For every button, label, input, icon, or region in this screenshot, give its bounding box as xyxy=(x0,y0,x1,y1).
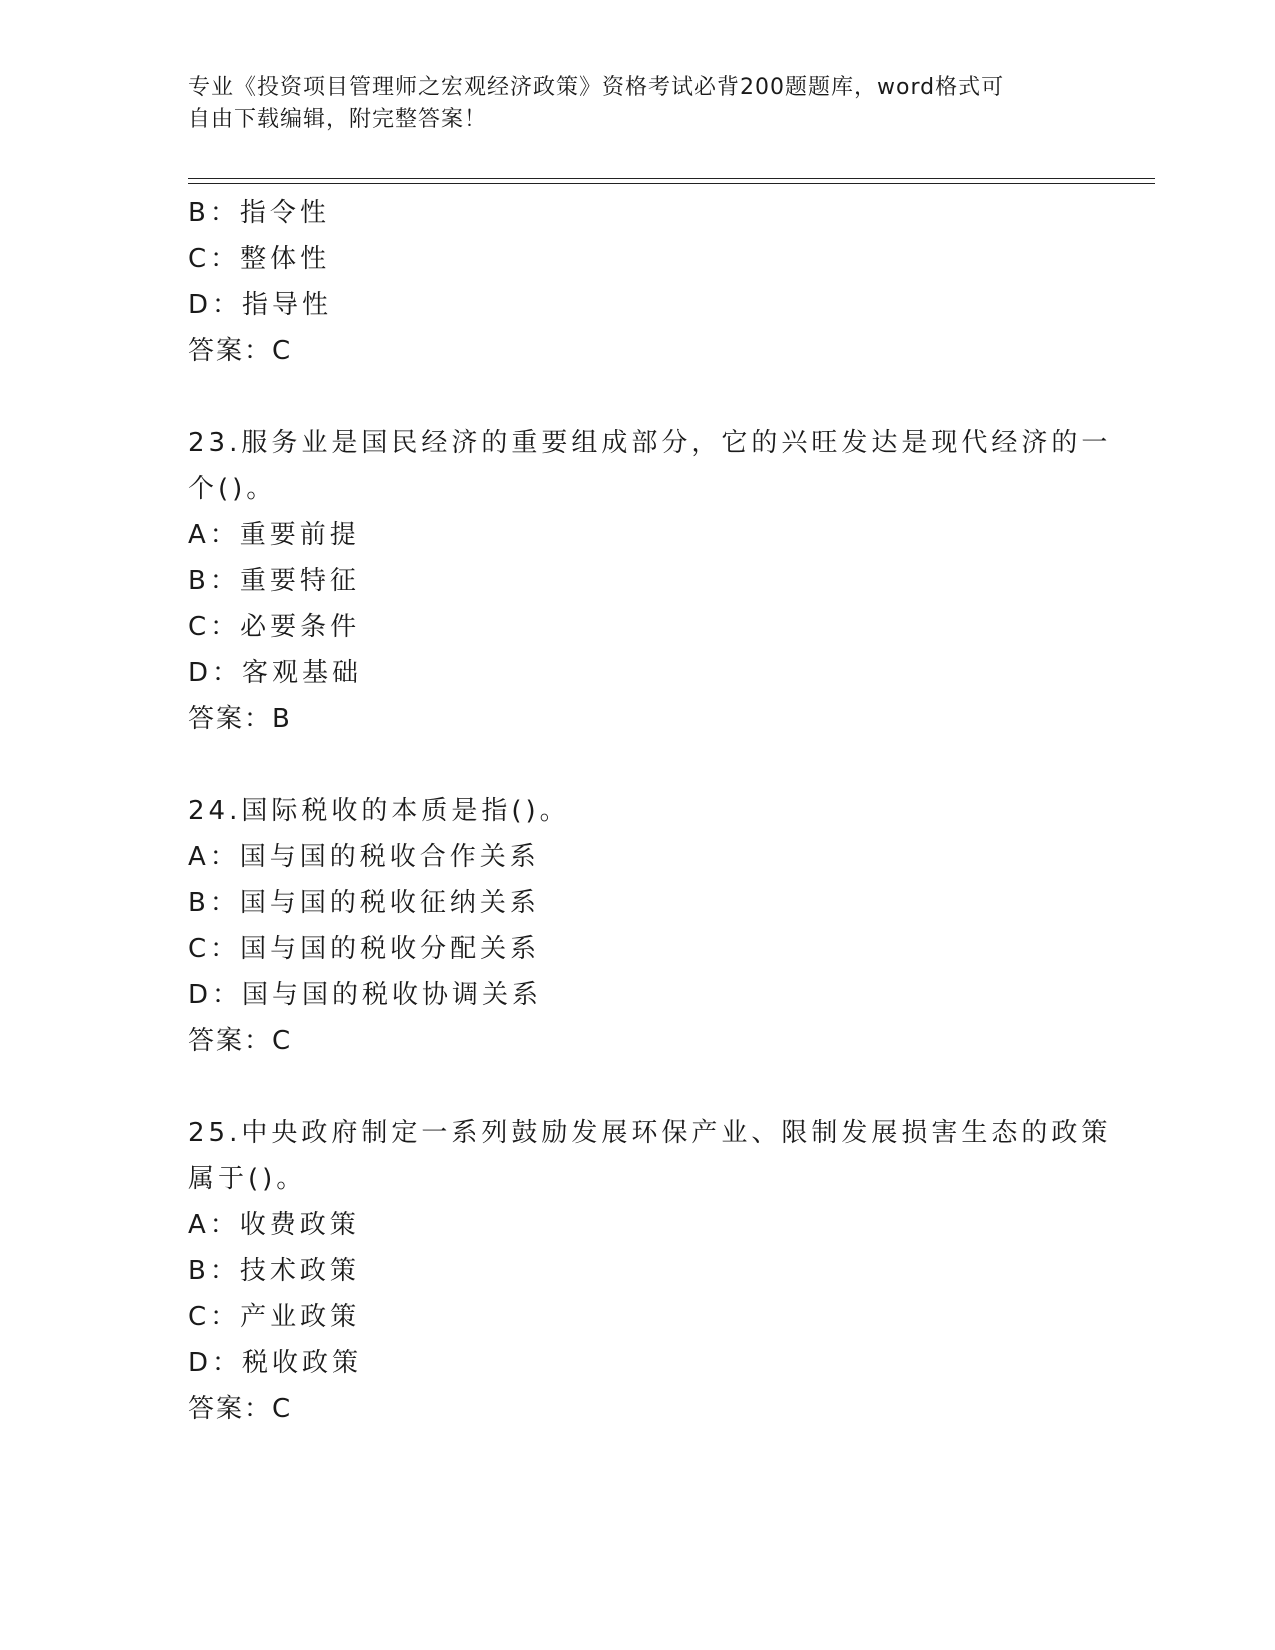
option-c: C：整体性 xyxy=(188,244,331,274)
answer-line: 答案：C xyxy=(188,1394,293,1424)
option-d: D：国与国的税收协调关系 xyxy=(188,980,543,1010)
header-divider-bottom xyxy=(188,183,1155,184)
option-b: B：国与国的税收征纳关系 xyxy=(188,888,540,918)
option-a: A：国与国的税收合作关系 xyxy=(188,842,540,872)
question-spacer xyxy=(188,742,1088,788)
question-stem-line-1: 24.国际税收的本质是指()。 xyxy=(188,796,570,826)
option-c: C：产业政策 xyxy=(188,1302,361,1332)
question-stem-line-1: 23.服务业是国民经济的重要组成部分，它的兴旺发达是现代经济的一 xyxy=(188,428,1112,458)
answer-line: 答案：C xyxy=(188,336,293,366)
document-header xyxy=(188,72,1068,136)
option-b: B：指令性 xyxy=(188,198,330,228)
header-title-line-1: 专业《投资项目管理师之宏观经济政策》资格考试必背200题题库，word格式可 xyxy=(188,75,1005,100)
option-c: C：必要条件 xyxy=(188,612,361,642)
option-b: B：重要特征 xyxy=(188,566,360,596)
question-stem-line-2: 个()。 xyxy=(188,474,277,504)
option-c: C：国与国的税收分配关系 xyxy=(188,934,541,964)
option-d: D：税收政策 xyxy=(188,1348,363,1378)
option-a: A：收费政策 xyxy=(188,1210,360,1240)
question-block-continued xyxy=(188,190,1088,374)
option-b: B：技术政策 xyxy=(188,1256,360,1286)
question-spacer xyxy=(188,374,1088,420)
question-stem-line-1: 25.中央政府制定一系列鼓励发展环保产业、限制发展损害生态的政策 xyxy=(188,1118,1112,1148)
header-divider-top xyxy=(188,178,1155,179)
question-list xyxy=(188,190,1112,1432)
option-a: A：重要前提 xyxy=(188,520,360,550)
question-block-23 xyxy=(188,420,1112,742)
question-block-25 xyxy=(188,1110,1112,1432)
answer-line: 答案：C xyxy=(188,1026,293,1056)
header-title-line-2: 自由下载编辑，附完整答案！ xyxy=(188,107,488,132)
option-d: D：客观基础 xyxy=(188,658,363,688)
question-stem-line-2: 属于()。 xyxy=(188,1164,307,1194)
answer-line: 答案：B xyxy=(188,704,292,734)
option-d: D：指导性 xyxy=(188,290,333,320)
question-block-24 xyxy=(188,788,1088,1064)
question-spacer xyxy=(188,1064,1088,1110)
